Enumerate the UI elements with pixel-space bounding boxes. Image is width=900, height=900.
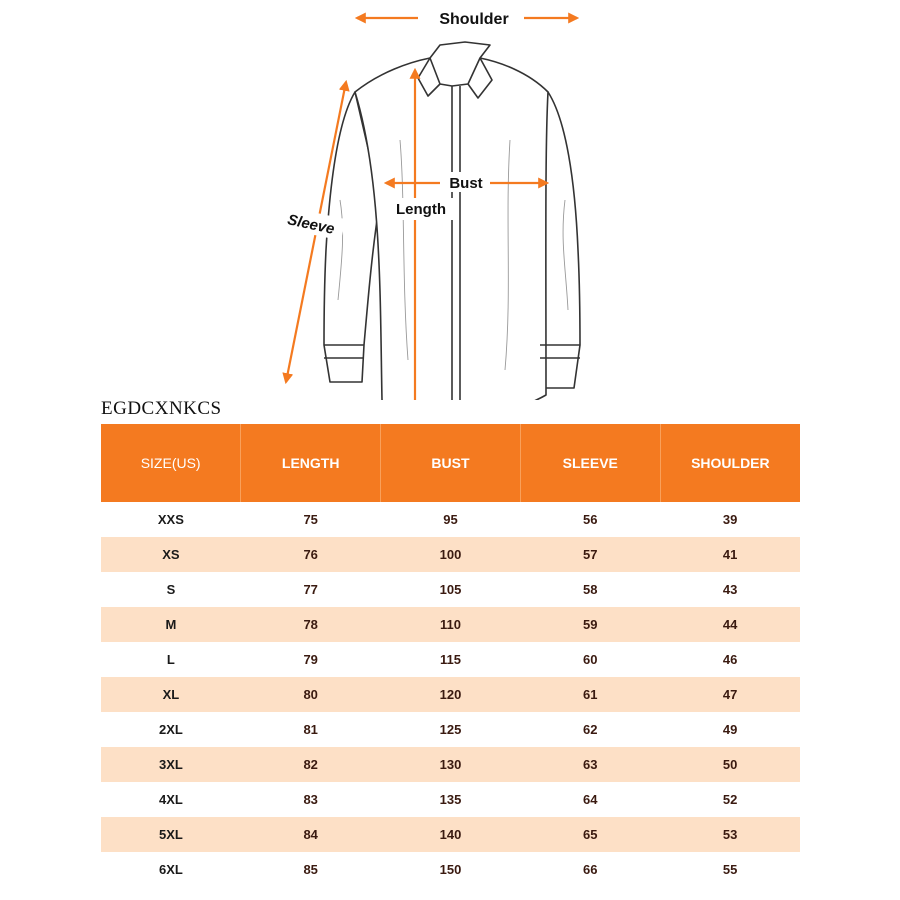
cell-sleeve: 59 xyxy=(520,607,660,642)
cell-bust: 105 xyxy=(381,572,521,607)
header-length: LENGTH xyxy=(241,424,381,502)
cell-size: 3XL xyxy=(101,747,241,782)
cell-sleeve: 57 xyxy=(520,537,660,572)
brand-name: EGDCXNKCS xyxy=(101,398,222,419)
table-row xyxy=(101,817,800,852)
table-row xyxy=(101,712,800,747)
cell-length: 84 xyxy=(241,817,381,852)
cell-sleeve: 63 xyxy=(520,747,660,782)
cell-shoulder: 55 xyxy=(660,852,800,887)
cell-shoulder: 46 xyxy=(660,642,800,677)
cell-bust: 140 xyxy=(381,817,521,852)
cell-sleeve: 62 xyxy=(520,712,660,747)
cell-length: 76 xyxy=(241,537,381,572)
cell-size: 2XL xyxy=(101,712,241,747)
cell-bust: 115 xyxy=(381,642,521,677)
cell-bust: 95 xyxy=(381,502,521,537)
cell-shoulder: 44 xyxy=(660,607,800,642)
cell-sleeve: 65 xyxy=(520,817,660,852)
header-shoulder: SHOULDER xyxy=(660,424,800,502)
table-row xyxy=(101,747,800,782)
table-row xyxy=(101,642,800,677)
header-sleeve: SLEEVE xyxy=(520,424,660,502)
table-row xyxy=(101,677,800,712)
table-row xyxy=(101,502,800,537)
cell-shoulder: 47 xyxy=(660,677,800,712)
cell-shoulder: 50 xyxy=(660,747,800,782)
length-label: Length xyxy=(396,201,446,218)
header-size: SIZE(US) xyxy=(101,424,241,502)
cell-size: M xyxy=(101,607,241,642)
shirt-illustration xyxy=(324,42,580,400)
bust-label: Bust xyxy=(449,175,483,192)
table-row xyxy=(101,782,800,817)
cell-sleeve: 61 xyxy=(520,677,660,712)
cell-shoulder: 53 xyxy=(660,817,800,852)
size-chart-table xyxy=(101,424,800,887)
cell-length: 83 xyxy=(241,782,381,817)
cell-size: 6XL xyxy=(101,852,241,887)
cell-size: L xyxy=(101,642,241,677)
cell-size: 5XL xyxy=(101,817,241,852)
cell-bust: 125 xyxy=(381,712,521,747)
cell-length: 77 xyxy=(241,572,381,607)
cell-bust: 135 xyxy=(381,782,521,817)
cell-length: 82 xyxy=(241,747,381,782)
cell-shoulder: 41 xyxy=(660,537,800,572)
cell-bust: 120 xyxy=(381,677,521,712)
table-row xyxy=(101,572,800,607)
cell-sleeve: 60 xyxy=(520,642,660,677)
sleeve-label: Sleeve xyxy=(285,211,336,238)
cell-length: 81 xyxy=(241,712,381,747)
cell-shoulder: 49 xyxy=(660,712,800,747)
shoulder-label: Shoulder xyxy=(439,11,509,28)
cell-bust: 150 xyxy=(381,852,521,887)
cell-shoulder: 39 xyxy=(660,502,800,537)
table-row xyxy=(101,537,800,572)
cell-sleeve: 58 xyxy=(520,572,660,607)
shirt-measurement-diagram xyxy=(0,0,900,400)
table-row xyxy=(101,607,800,642)
cell-length: 79 xyxy=(241,642,381,677)
cell-size: S xyxy=(101,572,241,607)
cell-bust: 130 xyxy=(381,747,521,782)
header-bust: BUST xyxy=(381,424,521,502)
cell-size: XXS xyxy=(101,502,241,537)
cell-bust: 110 xyxy=(381,607,521,642)
cell-size: 4XL xyxy=(101,782,241,817)
cell-bust: 100 xyxy=(381,537,521,572)
cell-length: 80 xyxy=(241,677,381,712)
cell-shoulder: 43 xyxy=(660,572,800,607)
cell-length: 85 xyxy=(241,852,381,887)
cell-size: XL xyxy=(101,677,241,712)
cell-shoulder: 52 xyxy=(660,782,800,817)
cell-sleeve: 64 xyxy=(520,782,660,817)
cell-sleeve: 56 xyxy=(520,502,660,537)
table-header-row xyxy=(101,424,800,502)
cell-size: XS xyxy=(101,537,241,572)
table-row xyxy=(101,852,800,887)
cell-length: 75 xyxy=(241,502,381,537)
cell-length: 78 xyxy=(241,607,381,642)
cell-sleeve: 66 xyxy=(520,852,660,887)
